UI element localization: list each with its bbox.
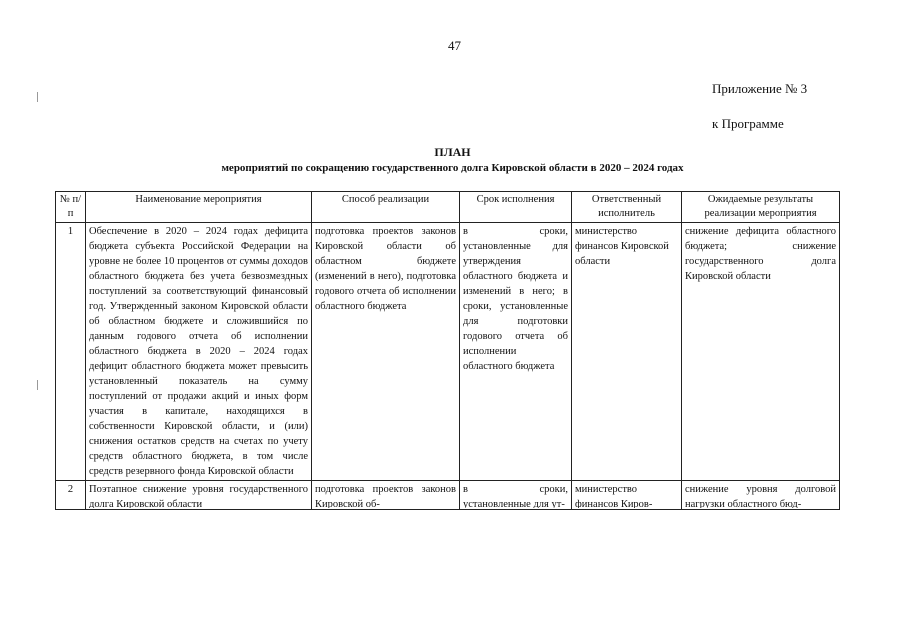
deadline: в сроки, установленные для утверждения областного бюджета и изменений в него; в сроки, установленные для подготовки годового отчета об исполнении областного бюджета (460, 223, 572, 481)
deadline-text: в сроки, установленные для ут- (463, 484, 568, 508)
measure-name-text: Поэтапное снижение уровня государственного долга Кировской области (89, 484, 308, 508)
table-header-row (56, 192, 840, 223)
implementation-method-text: подготовка проектов законов Кировской об- (315, 484, 456, 508)
header-method: Способ реализации (312, 192, 460, 223)
expected-results (682, 481, 840, 510)
row-number: 2 (56, 481, 86, 510)
appendix-label: Приложение № 3 (712, 81, 808, 96)
scan-mark (37, 92, 38, 102)
measure-name (86, 481, 312, 510)
measure-name: Обеспечение в 2020 – 2024 годах дефицита бюджета субъекта Российской Федерации на уровне не более 10 процентов от суммы доходов областного бюджета без учета безвозмездных поступлений за соответствующий финансовый год. Утвержденный законом Кировской области об областном бюджете и сложившийся по данным годового отчета об исполнении областного бюджета в 2020 – 2024 годах дефицит областного бюджета может превысить установленный показатель на сумму поступлений от продажи акций и иных форм участия в капитале, находящихся в собственности Кировской области, и (или) снижения остатков средств на счетах по учету средств областного бюджета, в том числе средств резервного фонда Кировской области (86, 223, 312, 481)
scan-mark (37, 380, 38, 390)
program-label: к Программе (712, 116, 784, 131)
responsible-executor (572, 481, 682, 510)
row-number: 1 (56, 223, 86, 481)
deadline (460, 481, 572, 510)
implementation-method: подготовка проектов законов Кировской области об областном бюджете (изменений в него), подготовка годового отчета об исполнении областного бюджета (312, 223, 460, 481)
page-number: 47 (448, 38, 461, 53)
header-name: Наименование мероприятия (86, 192, 312, 223)
table-row (56, 223, 840, 481)
header-responsible: Ответственный исполнитель (572, 192, 682, 223)
header-deadline: Срок исполнения (460, 192, 572, 223)
header-num: № п/п (56, 192, 86, 223)
responsible-executor-text: министерство финансов Киров- (575, 484, 653, 508)
table-row (56, 481, 840, 510)
plan-table (55, 191, 840, 510)
expected-results-text: снижение уровня долговой нагрузки областного бюд- (685, 484, 836, 508)
responsible-executor: министерство финансов Кировской области (572, 223, 682, 481)
header-results: Ожидаемые результаты реализации мероприятия (682, 192, 840, 223)
plan-subtitle: мероприятий по сокращению государственного долга Кировской области в 2020 – 2024 годах (221, 162, 684, 174)
implementation-method (312, 481, 460, 510)
expected-results: снижение дефицита областного бюджета; снижение государственного долга Кировской области (682, 223, 840, 481)
plan-title: ПЛАН (434, 145, 471, 159)
